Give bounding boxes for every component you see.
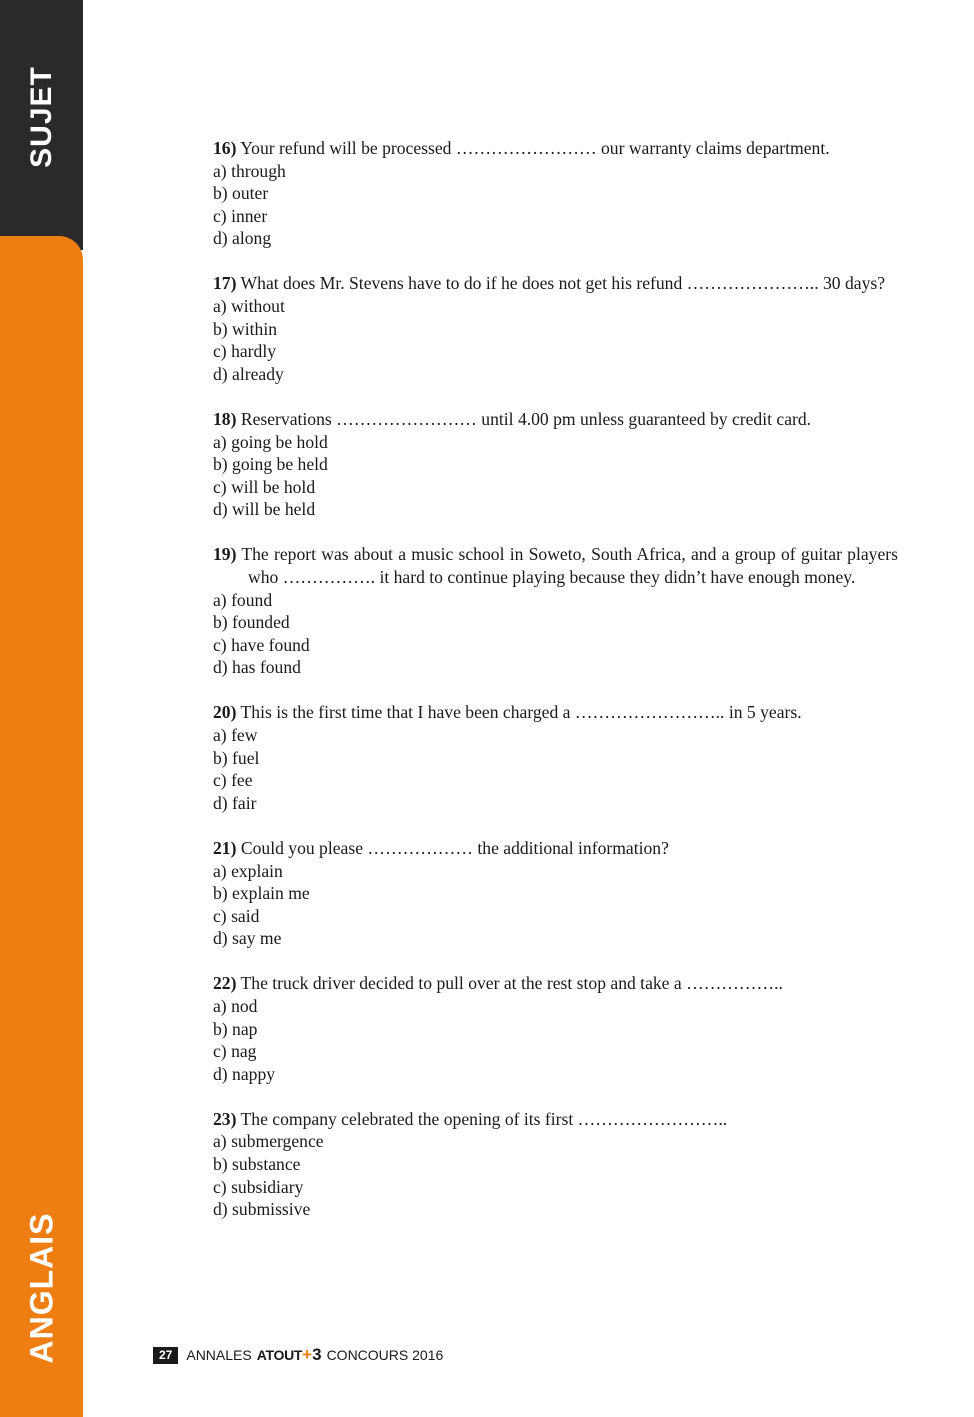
question-list	[213, 137, 898, 1243]
answer-option: a) without	[213, 296, 285, 317]
answer-option: d) fair	[213, 792, 257, 813]
question-block	[213, 837, 898, 950]
question-prompt: Could you please ……………… the additional information?	[240, 837, 669, 858]
question-block	[213, 408, 898, 521]
answer-option: d) nappy	[213, 1063, 276, 1084]
answer-option: b) founded	[213, 612, 290, 633]
question-number: 22)	[213, 973, 237, 994]
answer-option: a) nod	[213, 996, 258, 1016]
answer-option: b) substance	[213, 1154, 301, 1175]
answer-option: a) submergence	[213, 1131, 324, 1152]
answer-option: c) hardly	[213, 341, 277, 362]
answer-option: a) through	[213, 160, 286, 181]
answer-option: d) already	[213, 363, 284, 384]
answer-option: c) nag	[213, 1041, 257, 1062]
question-prompt: The company celebrated the opening of its first ……………………..	[240, 1108, 728, 1129]
question-block	[213, 272, 898, 385]
answer-option: a) going be hold	[213, 431, 328, 452]
question-prompt: The report was about a music school in Soweto, South Africa, and a group of guitar players who ……………. it hard to continue playing because they didn’t have enough money.	[241, 544, 898, 587]
answer-option: b) nap	[213, 1018, 258, 1039]
section-label-sujet: SUJET	[25, 66, 58, 168]
question-block	[213, 137, 898, 250]
answer-option: c) subsidiary	[213, 1176, 304, 1197]
question-text	[213, 137, 898, 160]
question-number: 19)	[213, 544, 237, 565]
answer-option: c) inner	[213, 205, 268, 226]
question-block	[213, 972, 898, 1085]
question-text	[213, 972, 898, 995]
answer-option: a) found	[213, 589, 273, 610]
question-number: 23)	[213, 1108, 237, 1129]
brand-name: ATOUT	[256, 1347, 303, 1363]
question-block	[213, 1108, 898, 1221]
answer-option: c) said	[213, 905, 260, 926]
footer-prefix: ANNALES	[186, 1347, 252, 1363]
question-number: 17)	[213, 273, 237, 294]
answer-option: d) submissive	[213, 1199, 311, 1220]
question-text	[213, 408, 898, 431]
footer-suffix: CONCOURS 2016	[326, 1347, 444, 1363]
page-number: 27	[153, 1347, 178, 1364]
answer-option: b) within	[213, 318, 278, 339]
answer-option: b) fuel	[213, 747, 260, 768]
answer-option: c) will be hold	[213, 476, 316, 497]
brand-plus: +	[302, 1345, 313, 1364]
question-prompt: What does Mr. Stevens have to do if he does not get his refund ………………….. 30 days?	[240, 273, 886, 294]
question-text	[213, 543, 898, 588]
question-text	[213, 1108, 898, 1131]
answer-option: c) fee	[213, 770, 253, 791]
question-prompt: Your refund will be processed …………………… our warranty claims department.	[240, 138, 830, 158]
question-number: 21)	[213, 837, 237, 858]
answer-option: c) have found	[213, 634, 310, 655]
question-prompt: Reservations …………………… until 4.00 pm unless guaranteed by credit card.	[240, 408, 812, 429]
question-prompt: The truck driver decided to pull over at the rest stop and take a ……………..	[240, 973, 783, 994]
question-text	[213, 837, 898, 860]
answer-option: d) has found	[213, 657, 301, 678]
sidebar	[0, 0, 83, 1417]
question-block	[213, 543, 898, 679]
question-block	[213, 701, 898, 814]
question-number: 16)	[213, 138, 237, 158]
question-number: 18)	[213, 408, 237, 429]
answer-option: d) say me	[213, 928, 282, 949]
answer-option: d) along	[213, 228, 272, 249]
subject-label-anglais: ANGLAIS	[23, 1212, 60, 1364]
answer-option: a) explain	[213, 860, 283, 881]
answer-option: b) explain me	[213, 883, 310, 904]
answer-option: d) will be held	[213, 499, 316, 520]
answer-option: b) outer	[213, 183, 269, 204]
page-footer	[153, 1346, 443, 1364]
question-text	[213, 272, 898, 295]
question-text	[213, 701, 898, 724]
brand-number: 3	[312, 1345, 322, 1364]
question-prompt: This is the first time that I have been charged a …………………….. in 5 years.	[240, 702, 802, 723]
answer-option: b) going be held	[213, 454, 328, 475]
answer-option: a) few	[213, 725, 258, 746]
question-number: 20)	[213, 702, 237, 723]
